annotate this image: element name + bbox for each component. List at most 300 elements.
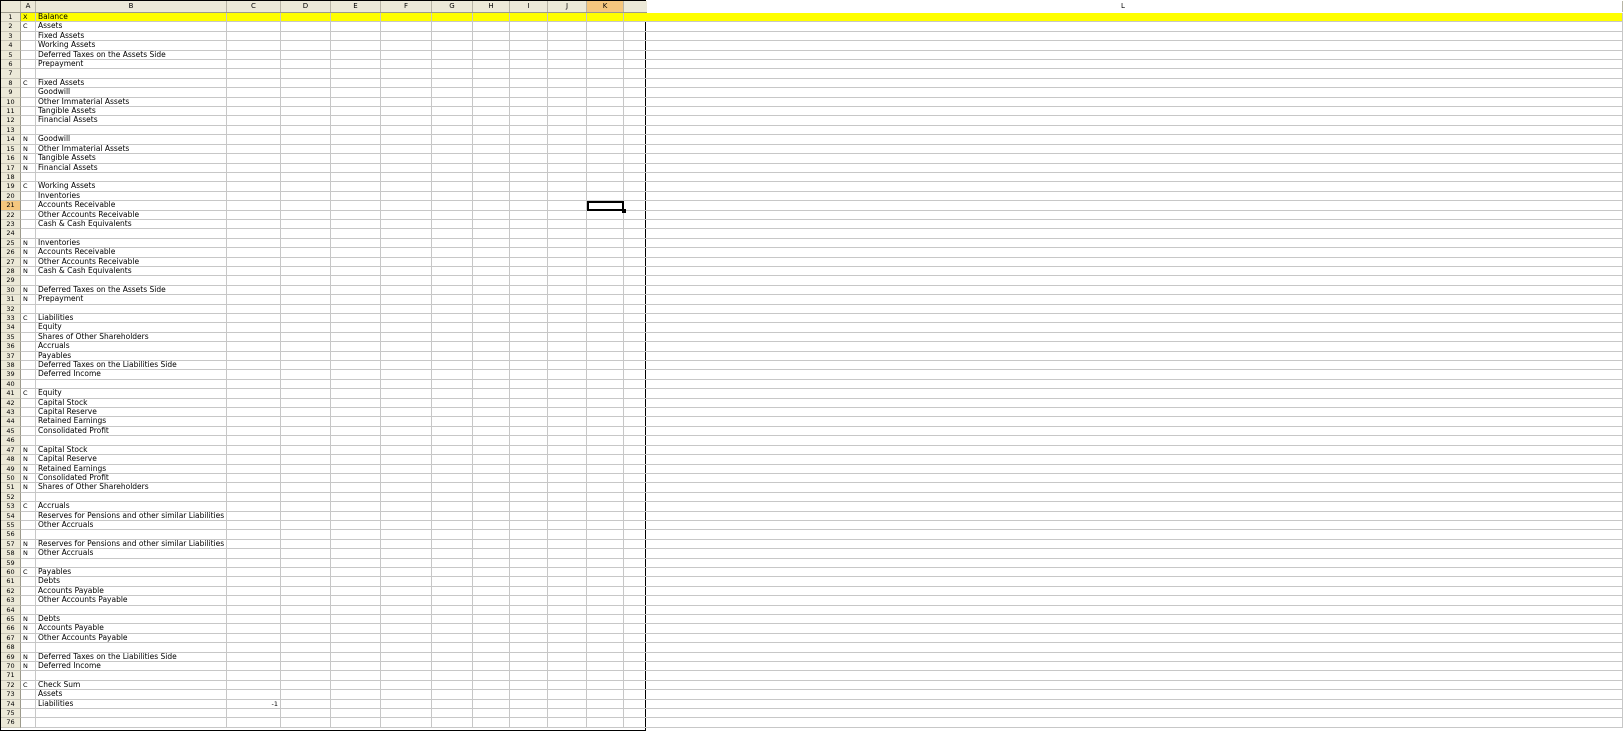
cell-b[interactable] <box>36 380 227 389</box>
cell-b[interactable]: Deferred Income <box>36 370 227 379</box>
cell-e[interactable] <box>331 145 381 154</box>
cell-d[interactable] <box>281 512 331 521</box>
cell-j[interactable] <box>548 474 587 483</box>
cell-e[interactable] <box>331 521 381 530</box>
row-header[interactable]: 12 <box>1 116 21 125</box>
cell-k[interactable] <box>587 709 624 718</box>
cell-j[interactable] <box>548 493 587 502</box>
cell-e[interactable] <box>331 512 381 521</box>
cell-d[interactable] <box>281 79 331 88</box>
cell-a[interactable] <box>21 530 36 539</box>
cell-g[interactable] <box>432 295 473 304</box>
cell-a[interactable]: N <box>21 164 36 173</box>
cell-k[interactable] <box>587 276 624 285</box>
cell-h[interactable] <box>473 474 510 483</box>
cell-d[interactable] <box>281 41 331 50</box>
cell-l[interactable] <box>624 559 1623 568</box>
cell-h[interactable] <box>473 577 510 586</box>
cell-i[interactable] <box>510 474 548 483</box>
cell-h[interactable] <box>473 323 510 332</box>
cell-i[interactable] <box>510 455 548 464</box>
cell-f[interactable] <box>381 164 432 173</box>
cell-j[interactable] <box>548 22 587 31</box>
cell-l[interactable] <box>624 681 1623 690</box>
cell-j[interactable] <box>548 229 587 238</box>
cell-j[interactable] <box>548 333 587 342</box>
cell-h[interactable] <box>473 182 510 191</box>
cell-i[interactable] <box>510 41 548 50</box>
cell-c[interactable] <box>227 671 281 680</box>
cell-i[interactable] <box>510 624 548 633</box>
cell-j[interactable] <box>548 211 587 220</box>
row-header[interactable]: 21 <box>1 201 21 210</box>
cell-i[interactable] <box>510 98 548 107</box>
cell-i[interactable] <box>510 164 548 173</box>
cell-l[interactable] <box>624 239 1623 248</box>
cell-g[interactable] <box>432 690 473 699</box>
cell-j[interactable] <box>548 98 587 107</box>
cell-e[interactable] <box>331 718 381 727</box>
cell-h[interactable] <box>473 164 510 173</box>
cell-g[interactable] <box>432 88 473 97</box>
cell-d[interactable] <box>281 126 331 135</box>
cell-f[interactable] <box>381 615 432 624</box>
cell-l[interactable] <box>624 342 1623 351</box>
cell-d[interactable] <box>281 295 331 304</box>
cell-c[interactable] <box>227 455 281 464</box>
cell-e[interactable] <box>331 606 381 615</box>
cell-b[interactable]: Equity <box>36 389 227 398</box>
cell-g[interactable] <box>432 399 473 408</box>
column-header-d[interactable]: D <box>281 1 331 12</box>
cell-a[interactable]: N <box>21 258 36 267</box>
cell-f[interactable] <box>381 643 432 652</box>
cell-i[interactable] <box>510 135 548 144</box>
cell-j[interactable] <box>548 455 587 464</box>
cell-j[interactable] <box>548 718 587 727</box>
cell-d[interactable] <box>281 549 331 558</box>
row-header[interactable]: 10 <box>1 98 21 107</box>
cell-b[interactable]: Financial Assets <box>36 116 227 125</box>
cell-d[interactable] <box>281 258 331 267</box>
cell-l[interactable] <box>624 13 1623 22</box>
cell-l[interactable] <box>624 135 1623 144</box>
cell-i[interactable] <box>510 60 548 69</box>
cell-d[interactable] <box>281 530 331 539</box>
cell-e[interactable] <box>331 211 381 220</box>
cell-c[interactable] <box>227 653 281 662</box>
cell-j[interactable] <box>548 408 587 417</box>
cell-b[interactable]: Assets <box>36 690 227 699</box>
cell-i[interactable] <box>510 606 548 615</box>
row-header[interactable]: 58 <box>1 549 21 558</box>
cell-l[interactable] <box>624 577 1623 586</box>
cell-g[interactable] <box>432 201 473 210</box>
cell-c[interactable] <box>227 164 281 173</box>
cell-i[interactable] <box>510 248 548 257</box>
cell-j[interactable] <box>548 483 587 492</box>
cell-f[interactable] <box>381 182 432 191</box>
cell-d[interactable] <box>281 408 331 417</box>
cell-a[interactable] <box>21 323 36 332</box>
cell-h[interactable] <box>473 135 510 144</box>
cell-d[interactable] <box>281 615 331 624</box>
cell-g[interactable] <box>432 681 473 690</box>
cell-h[interactable] <box>473 342 510 351</box>
cell-e[interactable] <box>331 164 381 173</box>
cell-e[interactable] <box>331 182 381 191</box>
cell-a[interactable] <box>21 51 36 60</box>
cell-c[interactable] <box>227 229 281 238</box>
cell-b[interactable]: Capital Stock <box>36 446 227 455</box>
cell-e[interactable] <box>331 455 381 464</box>
cell-f[interactable] <box>381 107 432 116</box>
cell-l[interactable] <box>624 88 1623 97</box>
row-header[interactable]: 70 <box>1 662 21 671</box>
cell-c[interactable] <box>227 389 281 398</box>
cell-i[interactable] <box>510 173 548 182</box>
cell-l[interactable] <box>624 220 1623 229</box>
cell-j[interactable] <box>548 107 587 116</box>
cell-c[interactable] <box>227 145 281 154</box>
cell-b[interactable]: Deferred Taxes on the Liabilities Side <box>36 653 227 662</box>
cell-k[interactable] <box>587 549 624 558</box>
cell-k[interactable] <box>587 154 624 163</box>
cell-g[interactable] <box>432 98 473 107</box>
cell-c[interactable] <box>227 192 281 201</box>
row-header[interactable]: 69 <box>1 653 21 662</box>
cell-b[interactable]: Deferred Taxes on the Assets Side <box>36 286 227 295</box>
row-header[interactable]: 7 <box>1 69 21 78</box>
cell-l[interactable] <box>624 455 1623 464</box>
cell-i[interactable] <box>510 399 548 408</box>
cell-c[interactable] <box>227 32 281 41</box>
row-header[interactable]: 9 <box>1 88 21 97</box>
cell-l[interactable] <box>624 408 1623 417</box>
cell-i[interactable] <box>510 662 548 671</box>
cell-l[interactable] <box>624 229 1623 238</box>
cell-i[interactable] <box>510 126 548 135</box>
cell-a[interactable] <box>21 370 36 379</box>
cell-l[interactable] <box>624 32 1623 41</box>
cell-c[interactable] <box>227 577 281 586</box>
cell-j[interactable] <box>548 436 587 445</box>
cell-f[interactable] <box>381 305 432 314</box>
cell-b[interactable]: Working Assets <box>36 41 227 50</box>
cell-d[interactable] <box>281 145 331 154</box>
cell-f[interactable] <box>381 295 432 304</box>
cell-d[interactable] <box>281 182 331 191</box>
cell-c[interactable] <box>227 126 281 135</box>
cell-i[interactable] <box>510 211 548 220</box>
cell-b[interactable]: Deferred Income <box>36 662 227 671</box>
cell-g[interactable] <box>432 173 473 182</box>
cell-d[interactable] <box>281 709 331 718</box>
cell-i[interactable] <box>510 22 548 31</box>
cell-k[interactable] <box>587 436 624 445</box>
cell-e[interactable] <box>331 323 381 332</box>
cell-c[interactable] <box>227 182 281 191</box>
row-header[interactable]: 60 <box>1 568 21 577</box>
cell-c[interactable] <box>227 370 281 379</box>
cell-l[interactable] <box>624 417 1623 426</box>
cell-k[interactable] <box>587 248 624 257</box>
cell-f[interactable] <box>381 352 432 361</box>
cell-d[interactable] <box>281 502 331 511</box>
cell-l[interactable] <box>624 352 1623 361</box>
cell-a[interactable]: N <box>21 248 36 257</box>
cell-b[interactable]: Tangible Assets <box>36 154 227 163</box>
cell-f[interactable] <box>381 446 432 455</box>
cell-h[interactable] <box>473 436 510 445</box>
cell-h[interactable] <box>473 624 510 633</box>
cell-j[interactable] <box>548 690 587 699</box>
cell-a[interactable]: N <box>21 295 36 304</box>
column-header-j[interactable]: J <box>548 1 587 12</box>
cell-l[interactable] <box>624 465 1623 474</box>
cell-c[interactable] <box>227 361 281 370</box>
cell-d[interactable] <box>281 483 331 492</box>
cell-c[interactable] <box>227 173 281 182</box>
cell-c[interactable] <box>227 615 281 624</box>
cell-e[interactable] <box>331 107 381 116</box>
cell-g[interactable] <box>432 577 473 586</box>
cell-h[interactable] <box>473 192 510 201</box>
cell-e[interactable] <box>331 314 381 323</box>
cell-g[interactable] <box>432 671 473 680</box>
cell-l[interactable] <box>624 98 1623 107</box>
cell-l[interactable] <box>624 690 1623 699</box>
cell-e[interactable] <box>331 568 381 577</box>
cell-g[interactable] <box>432 276 473 285</box>
cell-g[interactable] <box>432 427 473 436</box>
cell-a[interactable]: N <box>21 615 36 624</box>
cell-k[interactable] <box>587 201 624 210</box>
cell-g[interactable] <box>432 164 473 173</box>
cell-a[interactable]: C <box>21 568 36 577</box>
cell-a[interactable] <box>21 596 36 605</box>
cell-l[interactable] <box>624 333 1623 342</box>
cell-f[interactable] <box>381 512 432 521</box>
cell-b[interactable]: Capital Stock <box>36 399 227 408</box>
cell-e[interactable] <box>331 446 381 455</box>
row-header[interactable]: 54 <box>1 512 21 521</box>
cell-g[interactable] <box>432 32 473 41</box>
cell-c[interactable] <box>227 634 281 643</box>
cell-l[interactable] <box>624 436 1623 445</box>
cell-b[interactable]: Liabilities <box>36 700 227 709</box>
cell-k[interactable] <box>587 671 624 680</box>
cell-j[interactable] <box>548 653 587 662</box>
cell-h[interactable] <box>473 258 510 267</box>
cell-c[interactable] <box>227 465 281 474</box>
cell-k[interactable] <box>587 587 624 596</box>
cell-k[interactable] <box>587 69 624 78</box>
cell-l[interactable] <box>624 389 1623 398</box>
cell-i[interactable] <box>510 446 548 455</box>
cell-i[interactable] <box>510 220 548 229</box>
cell-a[interactable] <box>21 60 36 69</box>
cell-l[interactable] <box>624 530 1623 539</box>
cell-c[interactable] <box>227 493 281 502</box>
row-header[interactable]: 15 <box>1 145 21 154</box>
cell-c[interactable] <box>227 22 281 31</box>
cell-a[interactable] <box>21 718 36 727</box>
cell-j[interactable] <box>548 220 587 229</box>
cell-a[interactable]: X <box>21 13 36 22</box>
cell-a[interactable] <box>21 333 36 342</box>
cell-d[interactable] <box>281 370 331 379</box>
cell-a[interactable] <box>21 69 36 78</box>
cell-e[interactable] <box>331 79 381 88</box>
cell-b[interactable]: Working Assets <box>36 182 227 191</box>
cell-c[interactable] <box>227 559 281 568</box>
cell-i[interactable] <box>510 549 548 558</box>
cell-j[interactable] <box>548 370 587 379</box>
cell-e[interactable] <box>331 220 381 229</box>
cell-j[interactable] <box>548 681 587 690</box>
cell-h[interactable] <box>473 295 510 304</box>
cell-a[interactable]: N <box>21 455 36 464</box>
cell-g[interactable] <box>432 361 473 370</box>
row-header[interactable]: 76 <box>1 718 21 727</box>
cell-g[interactable] <box>432 116 473 125</box>
cell-k[interactable] <box>587 512 624 521</box>
cell-j[interactable] <box>548 154 587 163</box>
cell-k[interactable] <box>587 389 624 398</box>
cell-e[interactable] <box>331 417 381 426</box>
cell-d[interactable] <box>281 596 331 605</box>
cell-a[interactable] <box>21 107 36 116</box>
cell-f[interactable] <box>381 32 432 41</box>
cell-g[interactable] <box>432 709 473 718</box>
cell-l[interactable] <box>624 116 1623 125</box>
cell-k[interactable] <box>587 22 624 31</box>
cell-g[interactable] <box>432 126 473 135</box>
cell-f[interactable] <box>381 596 432 605</box>
cell-a[interactable] <box>21 700 36 709</box>
cell-h[interactable] <box>473 408 510 417</box>
cell-f[interactable] <box>381 671 432 680</box>
cell-e[interactable] <box>331 32 381 41</box>
cell-e[interactable] <box>331 615 381 624</box>
cell-f[interactable] <box>381 145 432 154</box>
cell-k[interactable] <box>587 596 624 605</box>
cell-b[interactable]: Consolidated Profit <box>36 427 227 436</box>
cell-j[interactable] <box>548 126 587 135</box>
row-header[interactable]: 33 <box>1 314 21 323</box>
cell-i[interactable] <box>510 634 548 643</box>
cell-i[interactable] <box>510 690 548 699</box>
cell-b[interactable]: Other Accounts Payable <box>36 596 227 605</box>
cell-f[interactable] <box>381 267 432 276</box>
cell-g[interactable] <box>432 135 473 144</box>
cell-d[interactable] <box>281 718 331 727</box>
cell-j[interactable] <box>548 389 587 398</box>
cell-d[interactable] <box>281 211 331 220</box>
cell-k[interactable] <box>587 643 624 652</box>
cell-j[interactable] <box>548 239 587 248</box>
cell-f[interactable] <box>381 568 432 577</box>
cell-a[interactable]: N <box>21 446 36 455</box>
cell-c[interactable] <box>227 662 281 671</box>
cell-a[interactable]: N <box>21 624 36 633</box>
cell-i[interactable] <box>510 69 548 78</box>
cell-i[interactable] <box>510 116 548 125</box>
cell-j[interactable] <box>548 41 587 50</box>
cell-f[interactable] <box>381 88 432 97</box>
cell-c[interactable] <box>227 606 281 615</box>
cell-e[interactable] <box>331 239 381 248</box>
row-header[interactable]: 62 <box>1 587 21 596</box>
cell-a[interactable] <box>21 512 36 521</box>
row-header[interactable]: 1 <box>1 13 21 22</box>
cell-k[interactable] <box>587 258 624 267</box>
cell-j[interactable] <box>548 361 587 370</box>
cell-j[interactable] <box>548 51 587 60</box>
cell-d[interactable] <box>281 267 331 276</box>
row-header[interactable]: 17 <box>1 164 21 173</box>
cell-g[interactable] <box>432 211 473 220</box>
cell-f[interactable] <box>381 258 432 267</box>
row-header[interactable]: 63 <box>1 596 21 605</box>
cell-f[interactable] <box>381 587 432 596</box>
cell-d[interactable] <box>281 389 331 398</box>
cell-g[interactable] <box>432 568 473 577</box>
cell-d[interactable] <box>281 32 331 41</box>
cell-f[interactable] <box>381 549 432 558</box>
cell-f[interactable] <box>381 653 432 662</box>
cell-i[interactable] <box>510 587 548 596</box>
cell-g[interactable] <box>432 549 473 558</box>
cell-k[interactable] <box>587 220 624 229</box>
cell-g[interactable] <box>432 305 473 314</box>
row-header[interactable]: 74 <box>1 700 21 709</box>
cell-h[interactable] <box>473 361 510 370</box>
cell-i[interactable] <box>510 352 548 361</box>
cell-a[interactable] <box>21 88 36 97</box>
cell-h[interactable] <box>473 154 510 163</box>
cell-i[interactable] <box>510 13 548 22</box>
row-header[interactable]: 4 <box>1 41 21 50</box>
row-header[interactable]: 59 <box>1 559 21 568</box>
cell-c[interactable] <box>227 305 281 314</box>
cell-l[interactable] <box>624 709 1623 718</box>
cell-e[interactable] <box>331 427 381 436</box>
cell-l[interactable] <box>624 446 1623 455</box>
cell-d[interactable] <box>281 276 331 285</box>
cell-g[interactable] <box>432 69 473 78</box>
cell-b[interactable]: Capital Reserve <box>36 455 227 464</box>
cell-a[interactable] <box>21 342 36 351</box>
cell-h[interactable] <box>473 634 510 643</box>
cell-e[interactable] <box>331 709 381 718</box>
cell-b[interactable]: Other Accounts Receivable <box>36 258 227 267</box>
cell-i[interactable] <box>510 79 548 88</box>
cell-b[interactable]: Accounts Payable <box>36 587 227 596</box>
cell-j[interactable] <box>548 267 587 276</box>
cell-f[interactable] <box>381 276 432 285</box>
cell-a[interactable]: N <box>21 154 36 163</box>
cell-l[interactable] <box>624 596 1623 605</box>
cell-f[interactable] <box>381 248 432 257</box>
cell-j[interactable] <box>548 615 587 624</box>
cell-h[interactable] <box>473 512 510 521</box>
cell-g[interactable] <box>432 239 473 248</box>
row-header[interactable]: 40 <box>1 380 21 389</box>
cell-g[interactable] <box>432 286 473 295</box>
cell-i[interactable] <box>510 333 548 342</box>
